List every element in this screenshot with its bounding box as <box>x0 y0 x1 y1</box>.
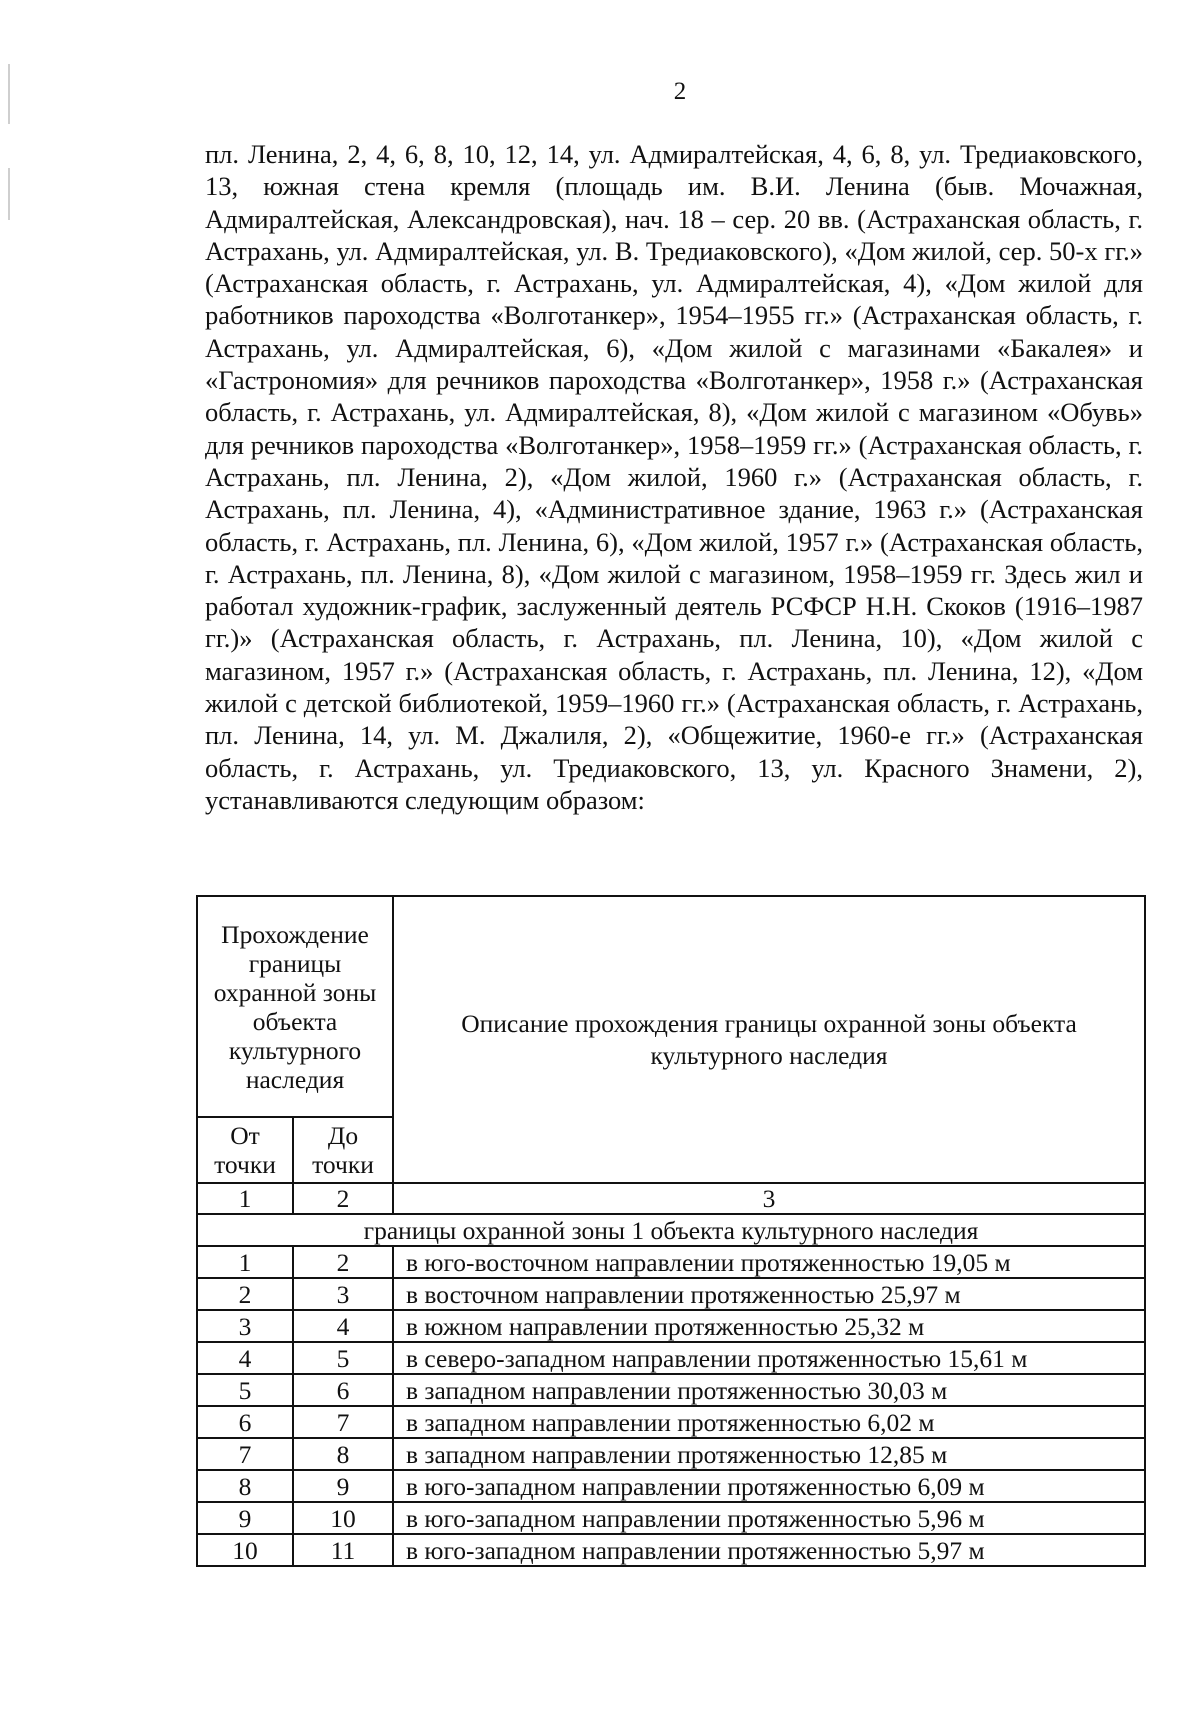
table-row <box>197 1470 1145 1502</box>
from-point-cell: 1 <box>197 1246 293 1278</box>
to-point-cell: 4 <box>293 1310 393 1342</box>
from-point-cell: 4 <box>197 1342 293 1374</box>
from-point-cell: 3 <box>197 1310 293 1342</box>
direction-description-cell: в юго-западном направлении протяженностью 5,97 м <box>393 1534 1145 1566</box>
to-point-cell: 9 <box>293 1470 393 1502</box>
direction-description-cell: в западном направлении протяженностью 12,85 м <box>393 1438 1145 1470</box>
direction-description-cell: в западном направлении протяженностью 6,02 м <box>393 1406 1145 1438</box>
to-point-cell: 6 <box>293 1374 393 1406</box>
table-row <box>197 1534 1145 1566</box>
body-paragraph: пл. Ленина, 2, 4, 6, 8, 10, 12, 14, ул. Адмиралтейская, 4, 6, 8, ул. Тредиаковского, 13, южная стена кремля (площадь им. В.И. Ленина (быв. Мочажная, Адмиралтейская, Александровская), нач. 18 – сер. 20 вв. (Астраханская область, г. Астрахань, ул. Адмиралтейская, ул. В. Тредиаковского), «Дом жилой, сер. 50-х гг.» (Астраханская область, г. Астрахань, ул. Адмиралтейская, 4), «Дом жилой для работников пароходства «Волготанкер», 1954–1955 гг.» (Астраханская область, г. Астрахань, ул. Адмиралтейская, 6), «Дом жилой с магазинами «Бакалея» и «Гастрономия» для речников пароходства «Волготанкер», 1958 г.» (Астраханская область, г. Астрахань, ул. Адмиралтейская, 8), «Дом жилой с магазином «Обувь» для речников пароходства «Волготанкер», 1958–1959 гг.» (Астраханская область, г. Астрахань, пл. Ленина, 2), «Дом жилой, 1960 г.» (Астраханская область, г. Астрахань, пл. Ленина, 4), «Административное здание, 1963 г.» (Астраханская область, г. Астрахань, пл. Ленина, 6), «Дом жилой, 1957 г.» (Астраханская область, г. Астрахань, пл. Ленина, 8), «Дом жилой с магазином, 1958–1959 гг. Здесь жил и работал художник-график, заслуженный деятель РСФСР Н.Н. Скоков (1916–1987 гг.)» (Астраханская область, г. Астрахань, пл. Ленина, 10), «Дом жилой с магазином, 1957 г.» (Астраханская область, г. Астрахань, пл. Ленина, 12), «Дом жилой с детской библиотекой, 1959–1960 гг.» (Астраханская область, г. Астрахань, пл. Ленина, 14, ул. М. Джалиля, 2), «Общежитие, 1960-е гг.» (Астраханская область, г. Астрахань, ул. Тредиаковского, 13, ул. Красного Знамени, 2), устанавливаются следующим образом: <box>205 139 1143 815</box>
to-point-cell: 5 <box>293 1342 393 1374</box>
table-row <box>197 1310 1145 1342</box>
to-point-cell: 8 <box>293 1438 393 1470</box>
from-point-cell: 9 <box>197 1502 293 1534</box>
direction-description-cell: в восточном направлении протяженностью 25,97 м <box>393 1278 1145 1310</box>
table-row <box>197 1342 1145 1374</box>
header-description: Описание прохождения границы охранной зоны объекта культурного наследия <box>393 896 1145 1183</box>
from-point-cell: 8 <box>197 1470 293 1502</box>
table-row <box>197 1278 1145 1310</box>
header-to-point: До точки <box>293 1117 393 1183</box>
table-row <box>197 1246 1145 1278</box>
to-point-cell: 10 <box>293 1502 393 1534</box>
direction-description-cell: в северо-западном направлении протяженностью 15,61 м <box>393 1342 1145 1374</box>
scan-edge-mark-bottom <box>8 168 10 220</box>
header-from-point: От точки <box>197 1117 293 1183</box>
column-number-row <box>197 1183 1145 1214</box>
table-header-row <box>197 896 1145 1117</box>
direction-description-cell: в юго-западном направлении протяженностью 6,09 м <box>393 1470 1145 1502</box>
column-number: 1 <box>197 1183 293 1214</box>
page-number: 2 <box>673 78 687 105</box>
section-title: границы охранной зоны 1 объекта культурного наследия <box>197 1214 1145 1246</box>
to-point-cell: 3 <box>293 1278 393 1310</box>
column-number: 3 <box>393 1183 1145 1214</box>
boundary-table <box>196 895 1146 1567</box>
from-point-cell: 5 <box>197 1374 293 1406</box>
table-row <box>197 1438 1145 1470</box>
from-point-cell: 10 <box>197 1534 293 1566</box>
table-body <box>197 1214 1145 1566</box>
to-point-cell: 11 <box>293 1534 393 1566</box>
direction-description-cell: в западном направлении протяженностью 30,03 м <box>393 1374 1145 1406</box>
table-row <box>197 1502 1145 1534</box>
from-point-cell: 7 <box>197 1438 293 1470</box>
table-row <box>197 1406 1145 1438</box>
header-boundary-passage: Прохождение границы охранной зоны объекта культурного наследия <box>197 896 393 1117</box>
from-point-cell: 6 <box>197 1406 293 1438</box>
column-number: 2 <box>293 1183 393 1214</box>
direction-description-cell: в юго-западном направлении протяженностью 5,96 м <box>393 1502 1145 1534</box>
table-row <box>197 1374 1145 1406</box>
from-point-cell: 2 <box>197 1278 293 1310</box>
to-point-cell: 2 <box>293 1246 393 1278</box>
section-title-row <box>197 1214 1145 1246</box>
direction-description-cell: в юго-восточном направлении протяженностью 19,05 м <box>393 1246 1145 1278</box>
to-point-cell: 7 <box>293 1406 393 1438</box>
direction-description-cell: в южном направлении протяженностью 25,32 м <box>393 1310 1145 1342</box>
